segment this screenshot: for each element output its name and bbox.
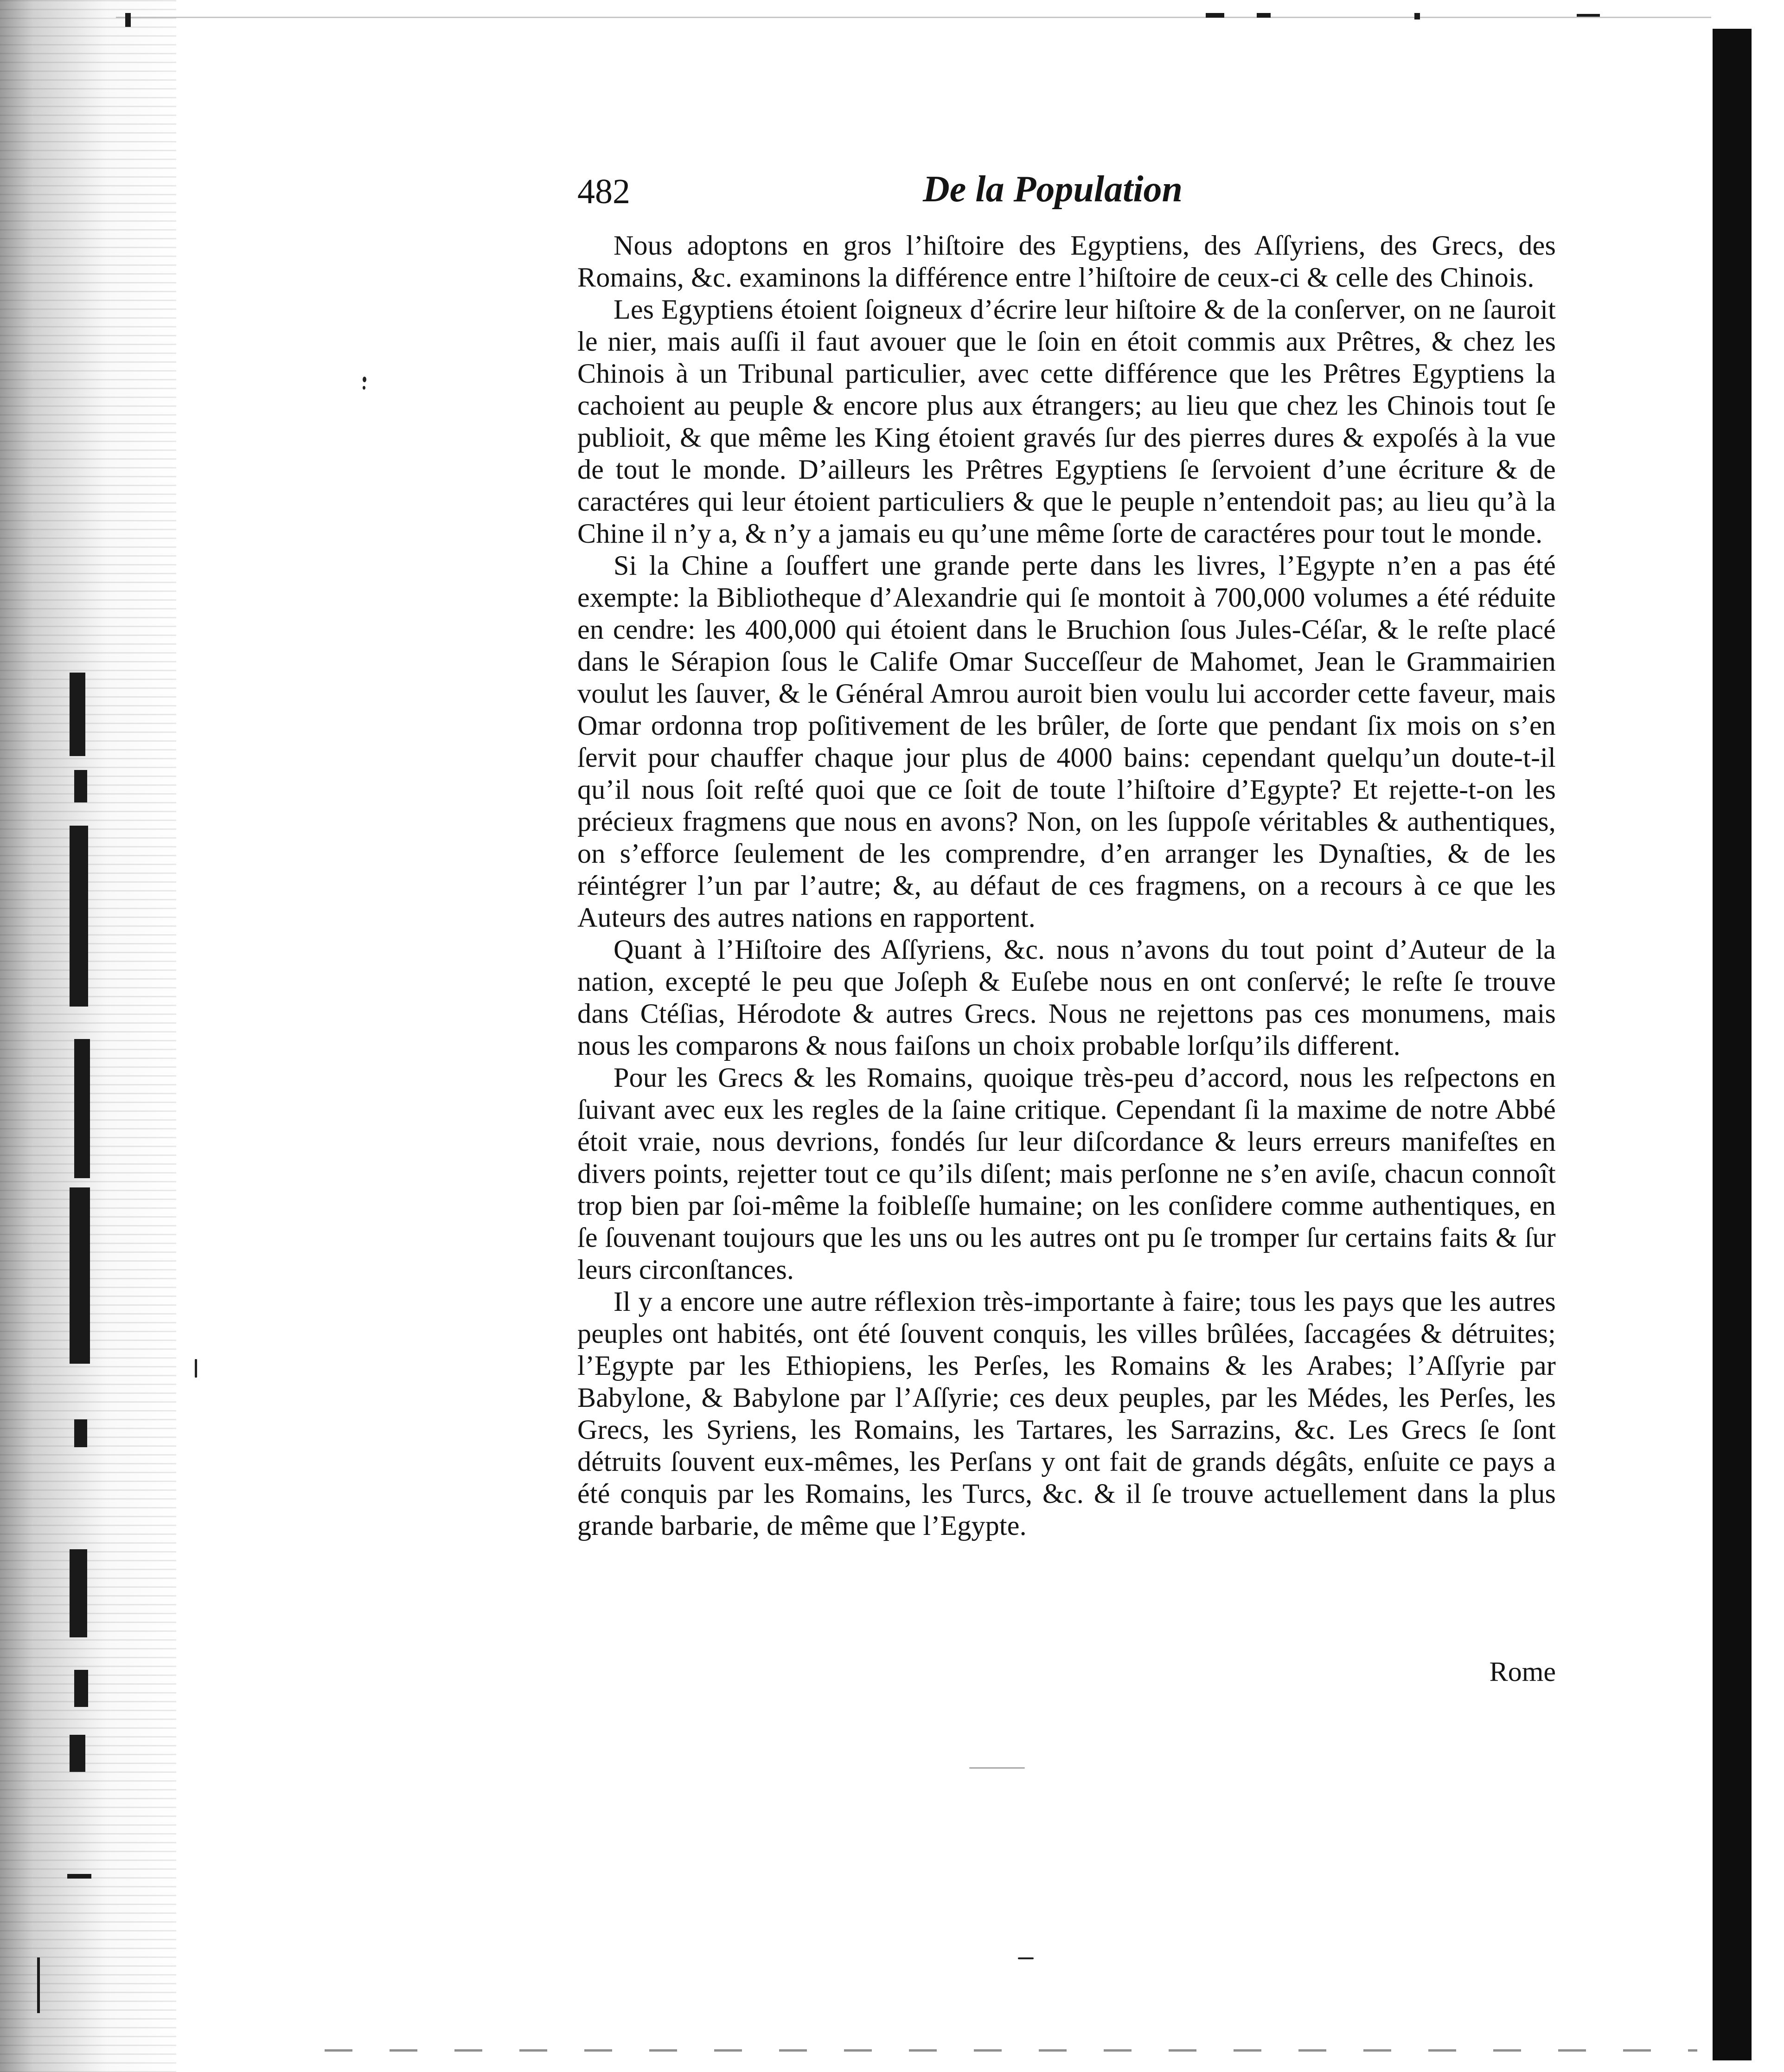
scan-edge-mark xyxy=(70,1187,90,1364)
scan-edge-mark xyxy=(67,1874,91,1879)
paragraph: Il y a encore une autre réflexion très-importante à faire; tous les pays que les autres peuples ont habités, ont été ſouvent conquis, les villes brûlées, ſaccagées & détruites; l’Egypte par les Ethiopiens, les Perſes, les Romains & les Arabes; l’Aſſyrie par Babylone, & Babylone par l’Aſſyrie; ces deux peuples, par les Médes, les Perſes, les Grecs, les Syriens, les Romains, les Tartares, les Sarrazins, &c. Les Grecs ſe ſont détruits ſouvent eux-mêmes, les Perſans y ont fait de grands dégâts, enſuite ce pays a été conquis par les Romains, les Turcs, &c. & il ſe trouve actuellement dans la plus grande barbarie, de même que l’Egypte. xyxy=(577,1286,1556,1541)
scan-edge-mark xyxy=(70,1549,87,1637)
scan-right-border xyxy=(1713,29,1752,2060)
scan-edge-mark xyxy=(125,13,131,27)
scan-top-line xyxy=(116,17,1711,18)
scan-edge-mark xyxy=(70,1735,85,1772)
scan-edge-shadow xyxy=(0,0,176,2072)
scan-edge-mark xyxy=(74,1039,90,1178)
body-text xyxy=(577,230,1556,1542)
scan-edge-mark xyxy=(70,826,88,1007)
page-header xyxy=(577,167,1556,218)
scan-speck xyxy=(363,386,365,390)
scan-edge-mark xyxy=(1414,13,1420,19)
scan-speck xyxy=(363,377,366,382)
paragraph: Les Egyptiens étoient ſoigneux d’écrire leur hiſtoire & de la conſerver, on ne ſauroit le nier, mais auſſi il faut avouer que le ſoin en étoit commis aux Prêtres, & chez les Chinois à un Tribunal particulier, avec cette différence que les Prêtres Egyptiens la cachoient au peuple & encore plus aux étrangers; au lieu que chez les Chinois tout ſe publioit, & que même les King étoient gravés ſur des pierres dures & expoſés à la vue de tout le monde. D’ailleurs les Prêtres Egyptiens ſe ſervoient d’une écriture & de caractéres qui leur étoient particuliers & que le peuple n’entendoit pas; au lieu qu’à la Chine il n’y a, & n’y a jamais eu qu’une même ſorte de caractéres pour tout le monde. xyxy=(577,294,1556,549)
catchword: Rome xyxy=(1489,1656,1556,1687)
scan-edge-mark xyxy=(74,770,87,802)
paragraph: Quant à l’Hiſtoire des Aſſyriens, &c. nous n’avons du tout point d’Auteur de la nation, excepté le peu que Joſeph & Euſebe nous en ont conſervé; le reſte ſe trouve dans Ctéſias, Hérodote & autres Grecs. Nous ne rejettons pas ces monumens, mais nous les comparons & nous faiſons un choix probable lorſqu’ils different. xyxy=(577,934,1556,1061)
page-number: 482 xyxy=(577,172,630,211)
paragraph: Si la Chine a ſouffert une grande perte dans les livres, l’Egypte n’en a pas été exempte: la Bibliotheque d’Alexandrie qui ſe montoit à 700,000 volumes a été réduite en cendre: les 400,000 qui étoient dans le Bruchion ſous Jules-Céſar, & le reſte placé dans le Sérapion ſous le Calife Omar Succeſſeur de Mahomet, Jean le Grammairien voulut les ſauver, & le Général Amrou auroit bien voulu lui accorder cette faveur, mais Omar ordonna trop poſitivement de les brûler, de ſorte que pendant ſix mois on s’en ſervit pour chauffer chaque jour plus de 4000 bains: cependant quelqu’un doute-t-il qu’il nous ſoit reſté quoi que ce ſoit de toute l’hiſtoire d’Egypte? Et rejette-t-on les précieux fragmens que nous en avons? Non, on les ſuppoſe véritables & authentiques, on s’efforce ſeulement de les comprendre, d’en arranger les Dynaſties, & de les réintégrer l’un par l’autre; &, au défaut de ces fragmens, on a recours à ce que les Auteurs des autres nations en rapportent. xyxy=(577,550,1556,933)
scan-speck xyxy=(195,1359,197,1378)
scan-edge-mark xyxy=(70,673,85,756)
scan-edge-mark xyxy=(74,1670,88,1707)
scan-edge-mark xyxy=(74,1419,87,1447)
paragraph: Nous adoptons en gros l’hiſtoire des Egyptiens, des Aſſyriens, des Grecs, des Romains, &c. examinons la différence entre l’hiſtoire de ceux-ci & celle des Chinois. xyxy=(577,230,1556,293)
scan-speck xyxy=(969,1767,1025,1769)
running-title: De la Population xyxy=(923,169,1183,210)
scan-edge-mark xyxy=(37,1957,40,2013)
paragraph: Pour les Grecs & les Romains, quoique très-peu d’accord, nous les reſpectons en ſuivant avec eux les regles de la ſaine critique. Cependant ſi la maxime de notre Abbé étoit vraie, nous devrions, fondés ſur leur diſcordance & leurs erreurs manifeſtes en divers points, rejetter tout ce qu’ils diſent; mais perſonne ne s’en aviſe, chacun connoît trop bien par ſoi-même la foibleſſe humaine; on les conſidere comme authentiques, en ſe ſouvenant toujours que les uns ou les autres ont pu ſe tromper ſur certains faits & ſur leurs circonſtances. xyxy=(577,1062,1556,1285)
scan-speck xyxy=(1018,1957,1034,1959)
scan-bottom-line xyxy=(325,2049,1697,2052)
